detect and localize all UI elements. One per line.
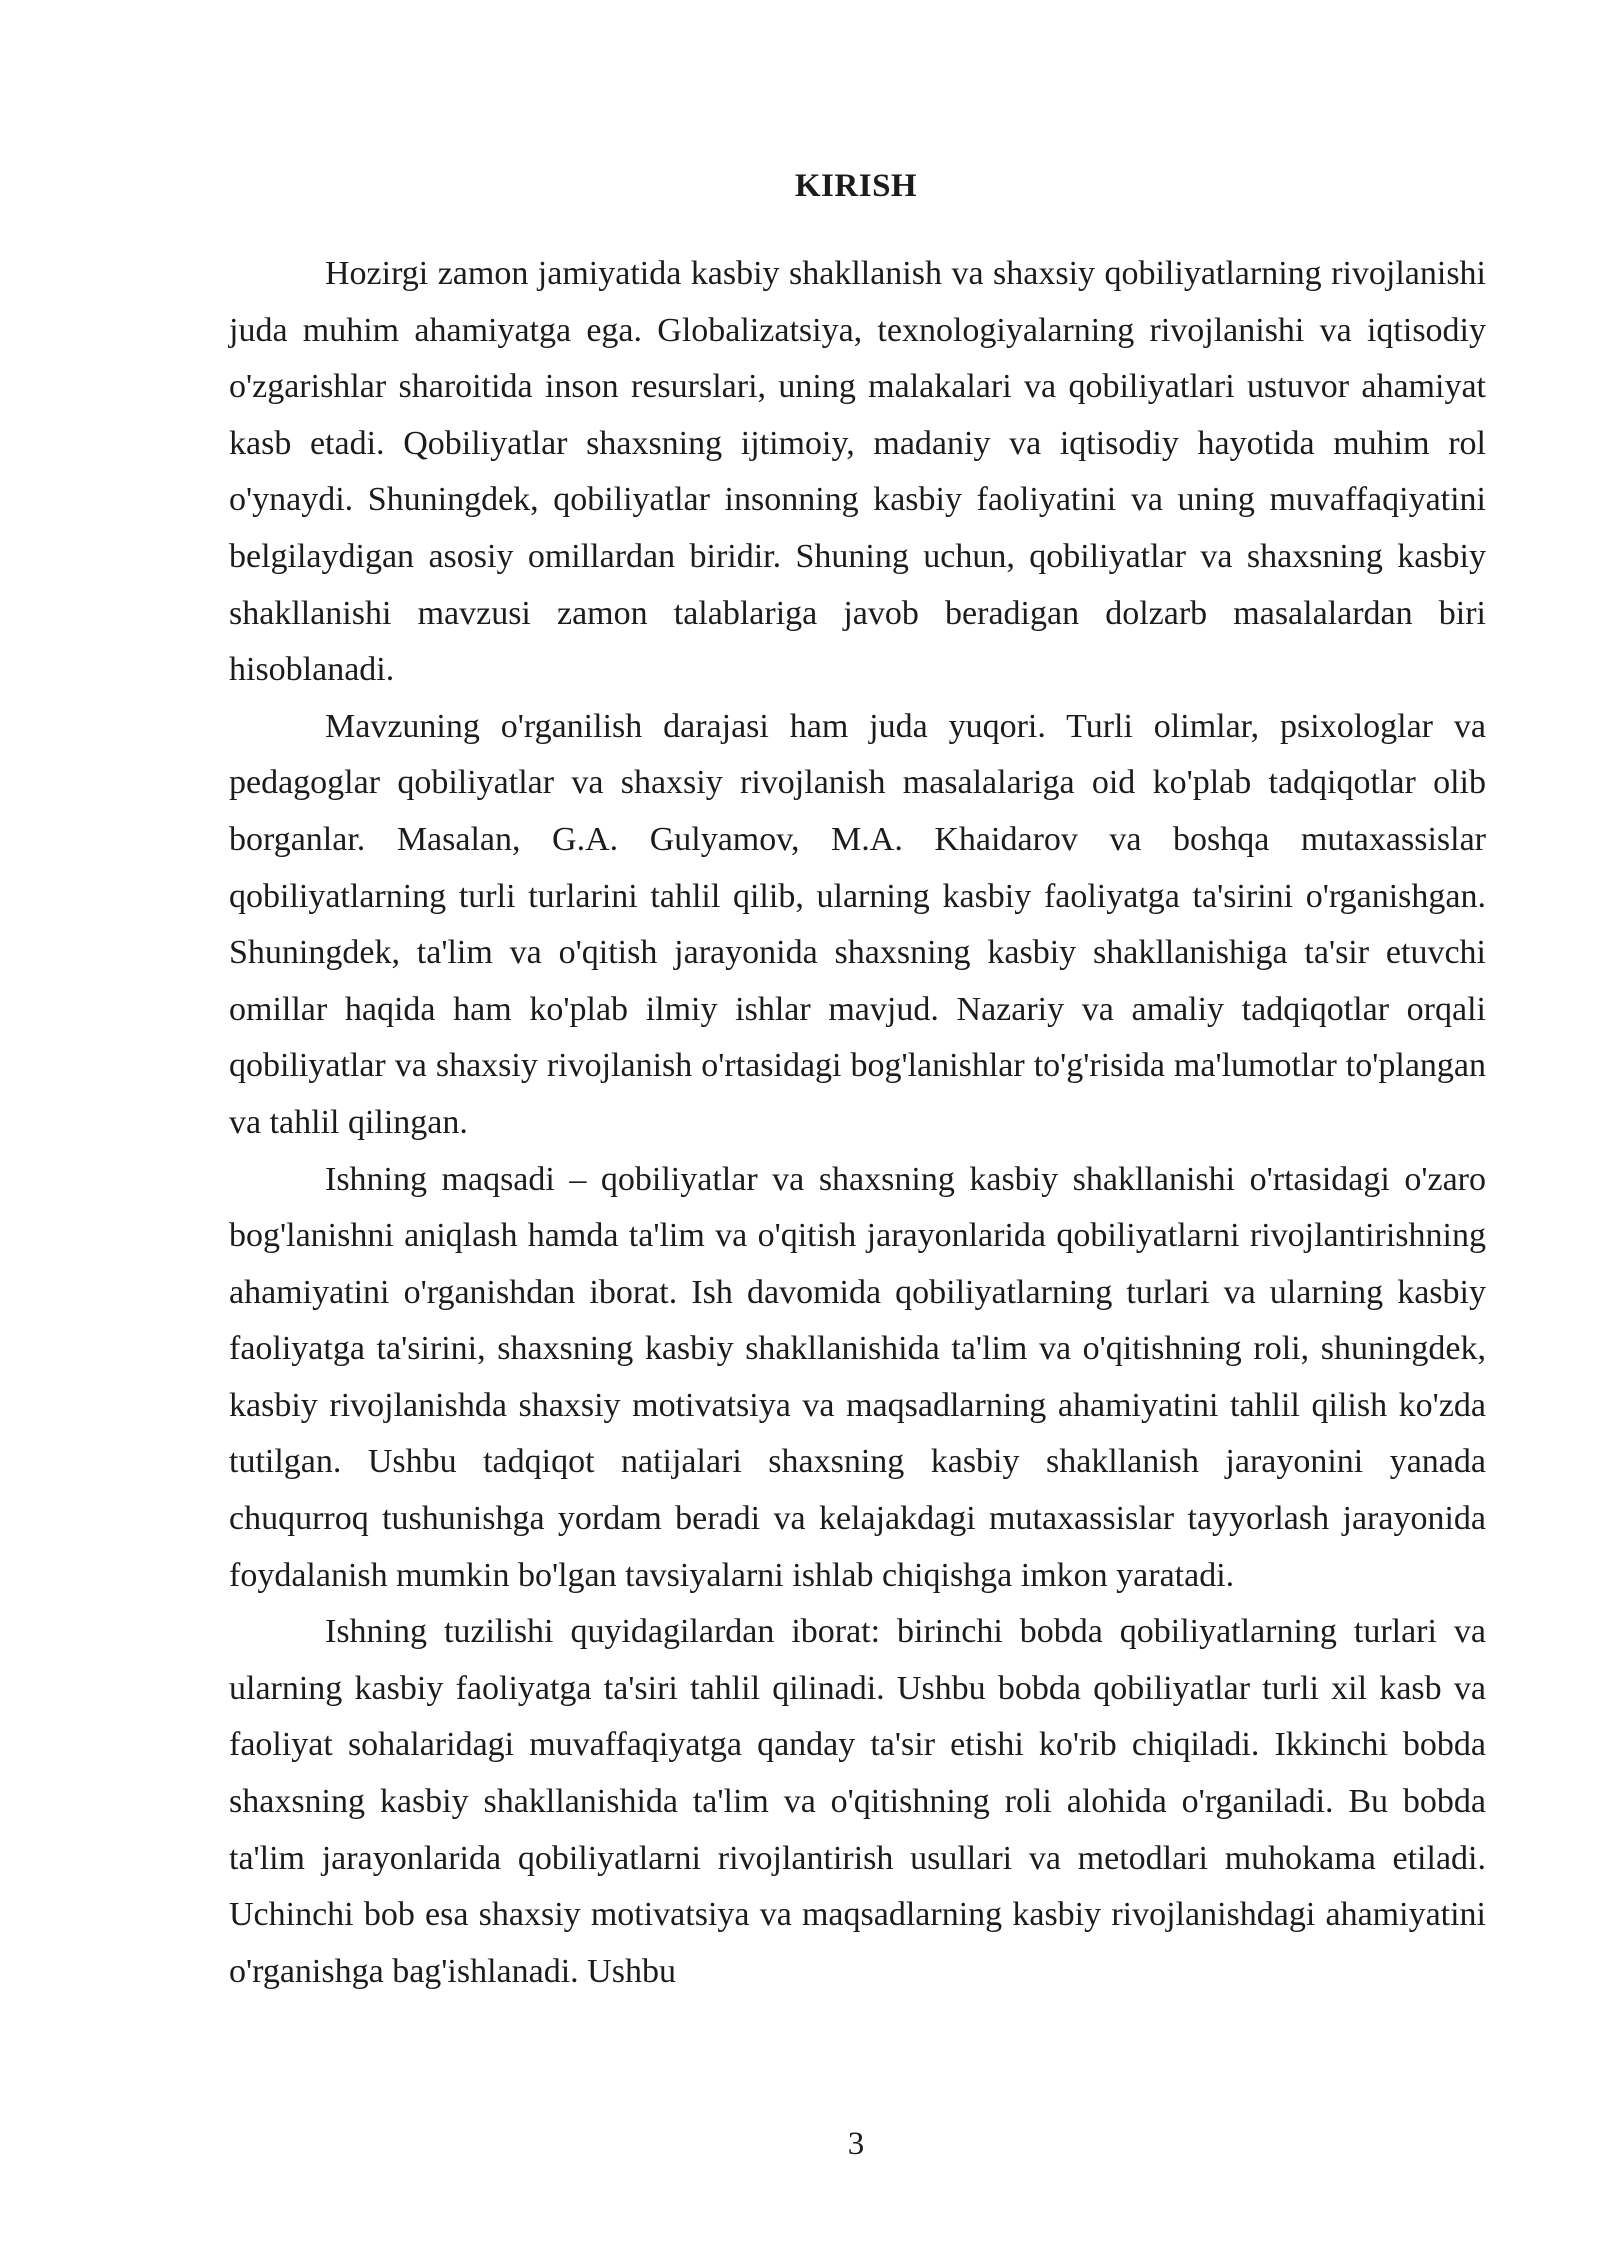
paragraph-4: Ishning tuzilishi quyidagilardan iborat: birinchi bobda qobiliyatlarning turlari va ularning kasbiy faoliyatga ta'siri tahlil qilinadi. Ushbu bobda qobiliyatlar turli xil kasb va faoliyat sohalaridagi muvaffaqiyatga qanday ta'sir etishi ko'rib chiqiladi. Ikkinchi bobda shaxsning kasbiy shakllanishida ta'lim va o'qitishning roli alohida o'rganiladi. Bu bobda ta'lim jarayonlarida qobiliyatlarni rivojlantirish usullari va metodlari muhokama etiladi. Uchinchi bob esa shaxsiy motivatsiya va maqsadlarning kasbiy rivojlanishdagi ahamiyatini o'rganishga bag'ishlanadi. Ushbu (229, 1613, 1486, 1990)
section-title: KIRISH (794, 168, 918, 204)
paragraph-1: Hozirgi zamon jamiyatida kasbiy shakllanish va shaxsiy qobiliyatlarning rivojlanishi juda muhim ahamiyatga ega. Globalizatsiya, texnologiyalarning rivojlanishi va iqtisodiy o'zgarishlar sharoitida inson resurslari, uning malakalari va qobiliyatlari ustuvor ahamiyat kasb etadi. Qobiliyatlar shaxsning ijtimoiy, madaniy va iqtisodiy hayotida muhim rol o'ynaydi. Shuningdek, qobiliyatlar insonning kasbiy faoliyatini va uning muvaffaqiyatini belgilaydigan asosiy omillardan biridir. Shuning uchun, qobiliyatlar va shaxsning kasbiy shakllanishi mavzusi zamon talablariga javob beradigan dolzarb masalalardan biri hisoblanadi. (229, 255, 1486, 689)
body-text (229, 246, 1486, 2000)
paragraph-3: Ishning maqsadi – qobiliyatlar va shaxsning kasbiy shakllanishi o'rtasidagi o'zaro bog'lanishni aniqlash hamda ta'lim va o'qitish jarayonlarida qobiliyatlarni rivojlantirishning ahamiyatini o'rganishdan iborat. Ish davomida qobiliyatlarning turlari va ularning kasbiy faoliyatga ta'sirini, shaxsning kasbiy shakllanishida ta'lim va o'qitishning roli, shuningdek, kasbiy rivojlanishda shaxsiy motivatsiya va maqsadlarning ahamiyatini tahlil qilish ko'zda tutilgan. Ushbu tadqiqot natijalari shaxsning kasbiy shakllanish jarayonini yanada chuqurroq tushunishga yordam beradi va kelajakdagi mutaxassislar tayyorlash jarayonida foydalanish mumkin bo'lgan tavsiyalarni ishlab chiqishga imkon yaratadi. (229, 1160, 1486, 1594)
paragraph-2: Mavzuning o'rganilish darajasi ham juda yuqori. Turli olimlar, psixologlar va pedagoglar qobiliyatlar va shaxsiy rivojlanish masalalariga oid ko'plab tadqiqotlar olib borganlar. Masalan, G.A. Gulyamov, M.A. Khaidarov va boshqa mutaxassislar qobiliyatlarning turli turlarini tahlil qilib, ularning kasbiy faoliyatga ta'sirini o'rganishgan. Shuningdek, ta'lim va o'qitish jarayonida shaxsning kasbiy shakllanishiga ta'sir etuvchi omillar haqida ham ko'plab ilmiy ishlar mavjud. Nazariy va amaliy tadqiqotlar orqali qobiliyatlar va shaxsiy rivojlanish o'rtasidagi bog'lanishlar to'g'risida ma'lumotlar to'plangan va tahlil qilingan. (229, 707, 1486, 1141)
page-number: 3 (847, 2126, 865, 2162)
